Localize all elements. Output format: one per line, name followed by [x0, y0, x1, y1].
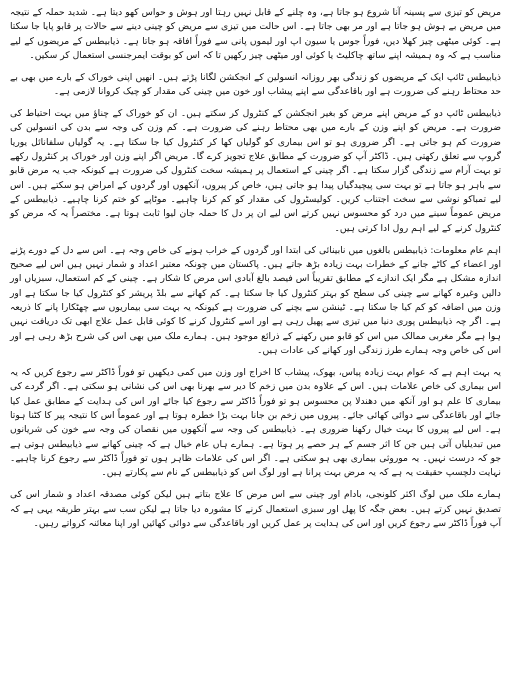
paragraph-remedies: ہمارے ملک میں لوگ اکثر کلونجی، بادام اور چینی سے اس مرض کا علاج بتاتے ہیں لیکن کوئی مصدقہ اعداد و شمار اس کی تصدیق نہیں کرتے ہیں۔ بعض جگہ کا پھل اور سبزی استعمال کرنے کا مشورہ دیا جاتا ہے لیکن سب سے بہتر طریقہ یہی ہے کہ آپ فوراً ڈاکٹر سے رجوع کریں اور اس کی ہدایت پر عمل کریں اور باقاعدگی سے دوائی کھائیں اور اپنا معائنہ کرواتے رہیں۔ [10, 489, 501, 529]
paragraph-type2: ذیابیطس ٹائپ دو کے مریض اپنے مرض کو بغیر انجکشن کے کنٹرول کر سکتے ہیں۔ ان کو خوراک کے چناؤ میں بہت احتیاط کی ضرورت ہے۔ مریض کو اپنے وزن کے بارے میں بھی محتاط رہنے کی ضرورت ہے۔ کم وزن کی وجہ سے بدن کی انسولین کی ضرورت کم ہو جاتی ہے۔ اگر ضروری ہو تو اس بیماری کو گولیاں کھا کر کنٹرول کیا جا سکتا ہے۔ یہ گولیاں سلفانائل یوریا گروپ سے تعلق رکھتی ہیں۔ ڈاکٹر آپ کو ضرورت کے مطابق علاج تجویز کرے گا۔ مریض اگر اپنے وزن اور خوراک پر کنٹرول رکھے تو بہت آرام سے زندگی گزار سکتا ہے۔ اگر چینی کے استعمال پر ہمیشہ سخت کنٹرول کی ضرورت ہے کیونکہ جب یہ مرض قابو سے باہر ہو جاتا ہے تو بہت سی پیچیدگیاں پیدا ہو جاتی ہیں، خاص کر پیروں، آنکھوں اور گردوں کے امراض ہو سکتے ہیں۔ اس لیے تمباکو نوشی سے سخت اجتناب کریں۔ کولیسٹرول کی مقدار کو کم کرنا چاہیے۔ موٹاپے کو ختم کرنا چاہیے۔ ذیابیطس کے مریض عموماً سینے میں درد کو محسوس نہیں کرتے اس لیے ان پر دل کا حملہ جان لیوا ثابت ہوتا ہے۔ مختصراً یہ کہ مرض کو کنٹرول کرنے کے لیے اہم رول ادا کرتی ہیں۔ [10, 108, 501, 234]
paragraph-symptoms: یہ بہت اہم ہے کہ عوام بہت زیادہ پیاس، بھوک، پیشاب کا اخراج اور وزن میں کمی دیکھیں تو فوراً ڈاکٹر سے رجوع کریں کہ یہ اس بیماری کی خاص علامات ہیں۔ اس کے علاوہ بدن میں زخم کا دیر سے بھرنا بھی اس کی نشانی ہو سکتی ہے۔ اگر گردے کی بیماری کا علم ہو اور آنکھ میں دھندلا پن محسوس ہو تو فوراً ڈاکٹر سے رجوع کیا جائے اور اس کی ہدایت کے مطابق عمل کیا جائے اور باقاعدگی سے دوائی کھائی جائے۔ پیروں میں زخم بن جانا بہت بڑا خطرہ ہوتا ہے اور عموماً اس کا نتیجہ پیر کا کٹنا ہوتا ہے۔ اس لیے پیروں کا بہت خیال رکھنا ضروری ہے۔ ذیابیطس کی وجہ سے آنکھوں میں نقصان کی وجہ سے خون کی شریانوں میں تبدیلیاں آتی ہیں جن کا اثر جسم کے ہر حصے پر ہوتا ہے۔ ہمارے ہاں عام خیال ہے کہ چینی کھانے سے ذیابیطس ہوتی ہے جو کہ درست نہیں۔ یہ موروثی بیماری بھی ہو سکتی ہے۔ اگر اس کی علامات ظاہر ہوں تو فوراً ڈاکٹر سے رجوع کرنا چاہیے۔ نہایت دلچسپ حقیقت یہ ہے کہ یہ مرض بہت پرانا ہے اور لوگ اس کو ذیابیطس کے نام سے پکارتے ہیں۔ [10, 366, 501, 479]
paragraph-type1: ذیابیطس ٹائپ ایک کے مریضوں کو زندگی بھر روزانہ انسولین کے انجکشن لگانا پڑتے ہیں۔ انھیں اپنی خوراک کے بارے میں بھی بے حد محتاط رہنے کی ضرورت ہے اور باقاعدگی سے اپنے پیشاب اور خون میں چینی کی مقدار کو چیک کروانا لازمی ہے۔ [10, 71, 501, 98]
paragraph-general-info: اہم عام معلومات: ذیابیطس بالغوں میں نابینائی کی ابتدا اور گردوں کے خراب ہونے کی خاص وجہ ہے۔ اس سے دل کے دورے پڑنے اور اعضاء کے کاٹے جانے کے خطرات بہت زیادہ بڑھ جاتے ہیں۔ پاکستان میں چونکہ معتبر اعداد و شمار نہیں ہیں اس لیے صحیح اندازہ مشکل ہے مگر ایک اندازے کے مطابق تقریباً اس فیصد بالغ آبادی اس مرض کا شکار ہے۔ چینی کے کم استعمال، سبزیاں اور دالیں وغیرہ کھانے سے چینی کی سطح کو بہتر کنٹرول کیا جا سکتا ہے۔ کم کھانے سے بلڈ پریشر کو کنٹرول کیا جا سکتا ہے اور وزن میں اضافہ کو کم کیا جا سکتا ہے۔ ٹینشن سے بچنے کی ضرورت ہے کیونکہ یہ بہت سی بیماریوں سے چھٹکارا پانے کا ذریعہ ہے۔ اگر چہ ذیابیطس پوری دنیا میں تیزی سے پھیل رہی ہے اور اسے کنٹرول کرنے کا کوئی قابل عمل علاج ابھی تک دریافت نہیں ہوا ہے مگر مغربی ممالک میں اس کو قابو میں رکھنے کے ذرائع موجود ہیں۔ ہمارے ملک میں بھی اس کی شرح بڑھ رہی ہے اور اس کی خاص وجہ ہمارے طرز زندگی اور کھانے کی عادات ہیں۔ [10, 244, 501, 357]
paragraph-hypoglycemia: مریض کو تیزی سے پسینہ آنا شروع ہو جاتا ہے، وہ چلنے کے قابل نہیں رہتا اور ہوش و حواس کھو دیتا ہے۔ شدید حملہ کے نتیجہ میں مریض بے ہوش ہو جاتا ہے اور مر بھی جاتا ہے۔ اس حالت میں تیزی سے مریض کو چینی دینے سے حالات پر قابو پایا جا سکتا ہے۔ کوئی میٹھی چیز کھلا دیں، فوراً جوس یا سیون اپ اور لیموں پانی سے فوراً افاقہ ہو جاتا ہے۔ ذیابیطس کے مریضوں کے لیے مناسب ہے کہ وہ ہمیشہ اپنے ساتھ چاکلیٹ یا کوئی اور میٹھی چیز رکھیں تا کہ اس کو بوقت ایمرجنسی استعمال کر سکیں۔ [10, 7, 501, 62]
